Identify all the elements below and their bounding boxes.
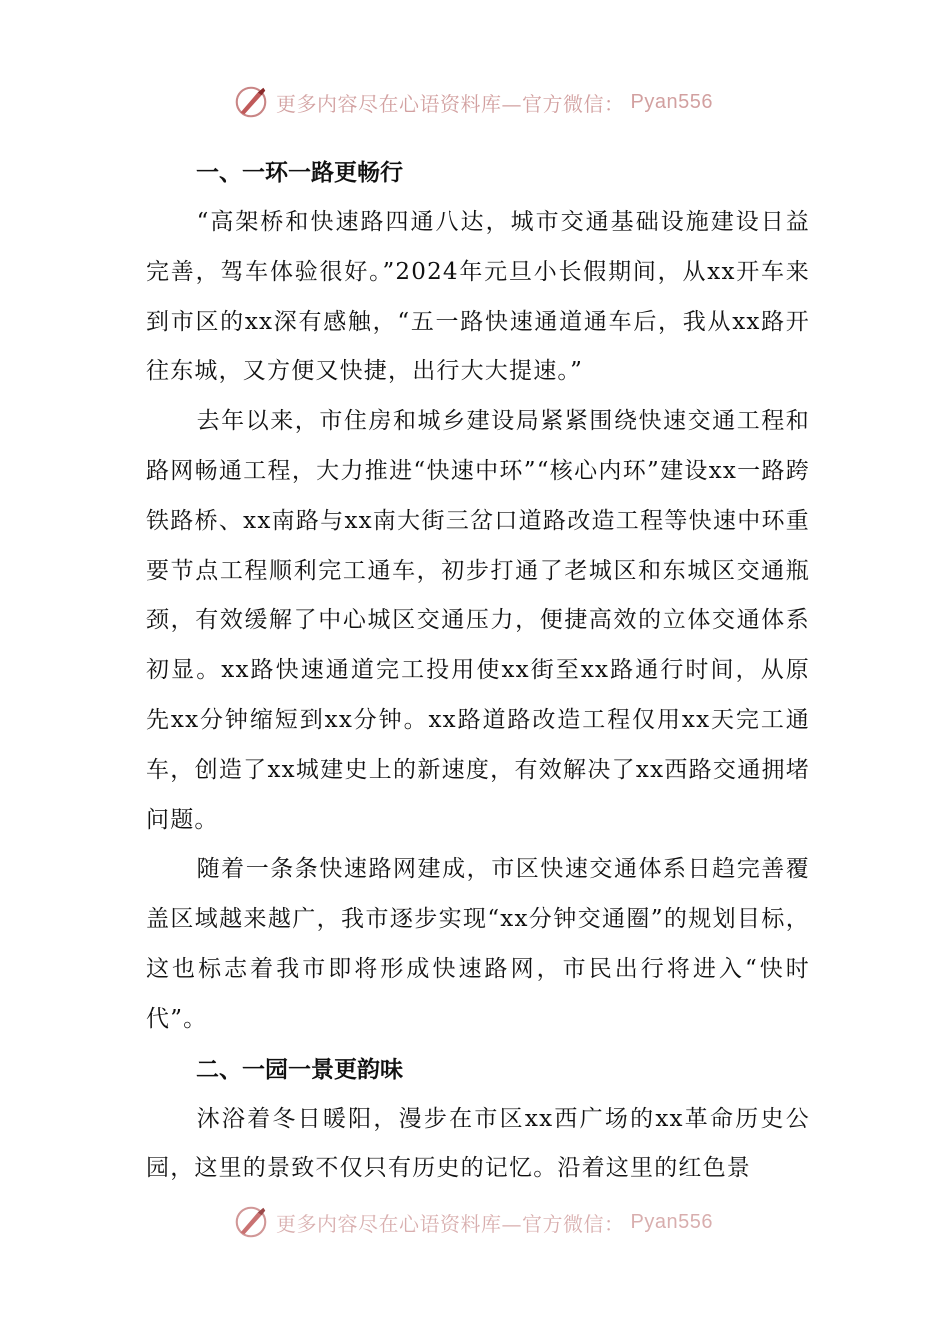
watermark-text: 更多内容尽在心语资料库—官方微信： (276, 91, 625, 116)
watermark-header (232, 82, 713, 122)
paragraph: “高架桥和快速路四通八达，城市交通基础设施建设日益完善，驾车体验很好。”2024年元旦小长假期间，从xx开车来到市区的xx深有感触，“五一路快速通道通车后，我从xx路开往东城，又方便又快捷，出行大大提速。” (146, 209, 810, 385)
watermark-handle: Pyan556 (630, 90, 713, 113)
section-heading: 二、一园一景更韵味 (196, 1056, 403, 1083)
watermark-text: 更多内容尽在心语资料库—官方微信： (276, 1211, 625, 1236)
paragraph: 去年以来，市住房和城乡建设局紧紧围绕快速交通工程和路网畅通工程，大力推进“快速中环”“核心内环”建设xx一路跨铁路桥、xx南路与xx南大街三岔口道路改造工程等快速中环重要节点工程顺利完工通车，初步打通了老城区和东城区交通瓶颈，有效缓解了中心城区交通压力，便捷高效的立体交通体系初显。xx路快速通道完工投用使xx街至xx路通行时间，从原先xx分钟缩短到xx分钟。xx路道路改造工程仅用xx天完工通车，创造了xx城建史上的新速度，有效解决了xx西路交通拥堵问题。 (146, 408, 810, 833)
paragraph: 随着一条条快速路网建成，市区快速交通体系日趋完善覆盖区域越来越广，我市逐步实现“xx分钟交通圈”的规划目标，这也标志着我市即将形成快速路网，市民出行将进入“快时代”。 (146, 856, 810, 1032)
watermark-handle: Pyan556 (630, 1210, 713, 1233)
pen-logo-icon (232, 83, 270, 121)
section-heading: 一、一环一路更畅行 (196, 160, 403, 186)
paragraph: 沐浴着冬日暖阳，漫步在市区xx西广场的xx革命历史公园，这里的景致不仅只有历史的记忆。沿着这里的红色景 (146, 1105, 810, 1182)
watermark-footer (232, 1202, 713, 1242)
pen-logo-icon (232, 1203, 270, 1241)
document-body (146, 148, 810, 1194)
